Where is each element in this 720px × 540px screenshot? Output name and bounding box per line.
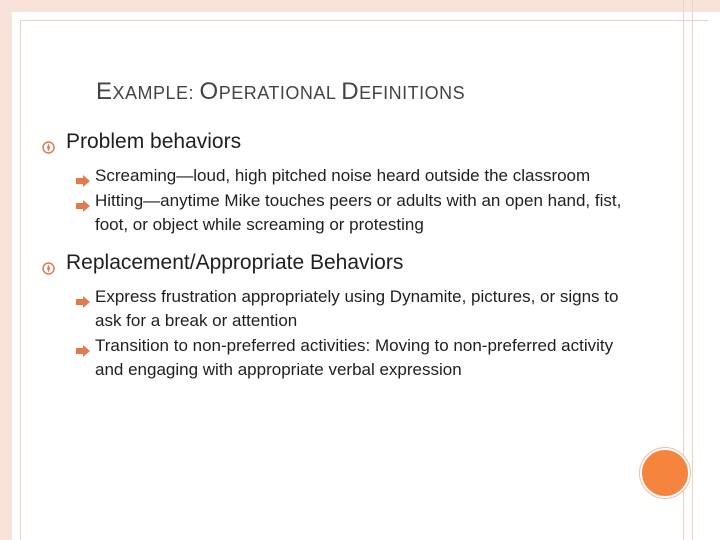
list-item — [40, 334, 640, 382]
section-heading — [40, 128, 640, 156]
decorative-rule-top — [20, 20, 708, 21]
list-item — [40, 164, 640, 188]
section-heading-text: Problem behaviors — [66, 130, 242, 153]
section-heading-text: Replacement/Appropriate Behaviors — [66, 251, 404, 274]
arrow-bullet-icon — [76, 291, 90, 303]
list-item — [40, 285, 640, 333]
decorative-top-border — [0, 0, 720, 12]
list-item-text: Hitting—anytime Mike touches peers or adults with an open hand, fist, foot, or object while screaming or protesting — [95, 191, 622, 234]
compass-bullet-icon — [42, 255, 55, 268]
arrow-bullet-icon — [76, 340, 90, 352]
list-item-text: Screaming—loud, high pitched noise heard outside the classroom — [95, 166, 591, 185]
list-item — [40, 189, 640, 237]
slide-content — [40, 128, 640, 394]
title-cap: O — [199, 78, 219, 105]
title-rest: XAMPLE: — [112, 83, 200, 103]
title-cap: E — [96, 78, 113, 105]
arrow-bullet-icon — [76, 195, 90, 207]
section-heading — [40, 249, 640, 277]
decorative-rail-right-2 — [692, 0, 693, 540]
section-items — [40, 164, 640, 237]
compass-bullet-icon — [42, 134, 55, 147]
title-cap: D — [341, 78, 360, 105]
decorative-orange-circle — [640, 448, 690, 498]
decorative-rule-left — [20, 20, 21, 540]
decorative-left-border — [0, 0, 12, 540]
slide-title — [96, 78, 465, 106]
title-rest: EFINITIONS — [359, 83, 466, 103]
list-item-text: Express frustration appropriately using Dynamite, pictures, or signs to ask for a break or attention — [95, 287, 619, 330]
arrow-bullet-icon — [76, 170, 90, 182]
list-item-text: Transition to non-preferred activities: Moving to non-preferred activity and engaging with appropriate verbal expression — [95, 336, 614, 379]
title-rest: PERATIONAL — [218, 83, 342, 103]
section-items — [40, 285, 640, 382]
